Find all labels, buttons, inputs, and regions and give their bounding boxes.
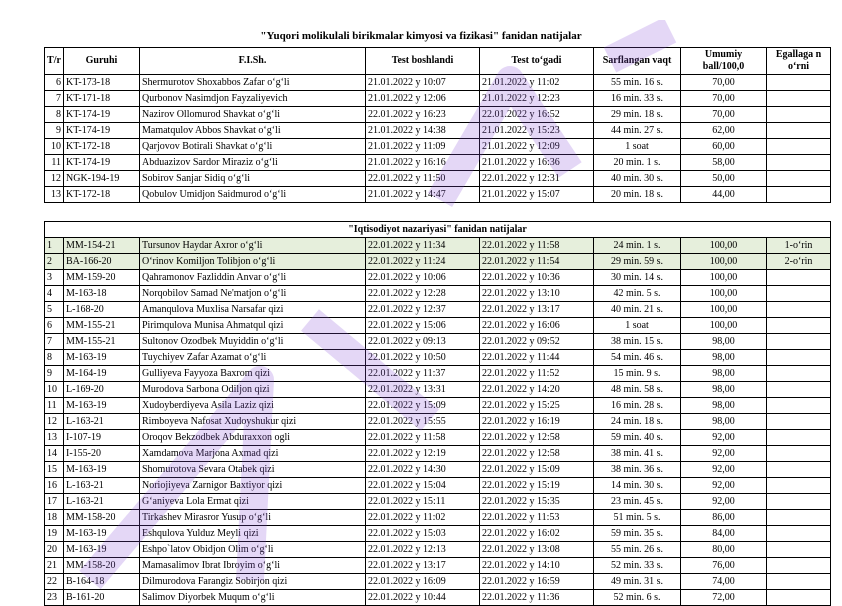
student-name-cell: Qobulov Umidjon Saidmurod o‘g‘li xyxy=(140,187,366,203)
student-name-cell: Eshpo`latov Obidjon Olim o‘g‘li xyxy=(140,542,366,558)
row-number-cell: 11 xyxy=(45,398,64,414)
test-end-cell: 22.01.2022 y 16:59 xyxy=(480,574,594,590)
time-spent-cell: 40 min. 30 s. xyxy=(594,171,681,187)
group-code-cell: KT-172-18 xyxy=(64,139,140,155)
total-score-cell: 92,00 xyxy=(681,430,767,446)
group-code-cell: M-163-19 xyxy=(64,398,140,414)
test-start-cell: 22.01.2022 y 15:03 xyxy=(366,526,480,542)
table-row xyxy=(45,75,831,91)
test-end-cell: 21.01.2022 y 15:23 xyxy=(480,123,594,139)
table-row xyxy=(45,478,831,494)
place-cell xyxy=(767,302,831,318)
table-row xyxy=(45,171,831,187)
student-name-cell: G‘aniyeva Lola Ermat qizi xyxy=(140,494,366,510)
test-start-cell: 21.01.2022 y 11:09 xyxy=(366,139,480,155)
place-cell xyxy=(767,414,831,430)
group-code-cell: MM-158-20 xyxy=(64,510,140,526)
header-cell: Test to‘gadi xyxy=(480,48,594,75)
total-score-cell: 80,00 xyxy=(681,542,767,558)
test-start-cell: 22.01.2022 y 11:58 xyxy=(366,430,480,446)
section-title-row xyxy=(45,222,831,238)
test-start-cell: 22.01.2022 y 15:55 xyxy=(366,414,480,430)
time-spent-cell: 38 min. 15 s. xyxy=(594,334,681,350)
test-start-cell: 22.01.2022 y 11:34 xyxy=(366,238,480,254)
place-cell xyxy=(767,123,831,139)
row-number-cell: 3 xyxy=(45,270,64,286)
place-cell xyxy=(767,139,831,155)
table-row xyxy=(45,382,831,398)
test-start-cell: 22.01.2022 y 15:09 xyxy=(366,398,480,414)
total-score-cell: 98,00 xyxy=(681,334,767,350)
student-name-cell: Xudoyberdiyeva Asila Laziz qizi xyxy=(140,398,366,414)
table-row xyxy=(45,430,831,446)
student-name-cell: Rimboyeva Nafosat Xudoyshukur qizi xyxy=(140,414,366,430)
place-cell xyxy=(767,350,831,366)
row-number-cell: 21 xyxy=(45,558,64,574)
time-spent-cell: 51 min. 5 s. xyxy=(594,510,681,526)
results-table-chemistry xyxy=(44,47,831,203)
total-score-cell: 100,00 xyxy=(681,286,767,302)
group-code-cell: MM-154-21 xyxy=(64,238,140,254)
place-cell xyxy=(767,318,831,334)
group-code-cell: KT-174-19 xyxy=(64,107,140,123)
header-cell: Egallaga n o‘rni xyxy=(767,48,831,75)
group-code-cell: B-161-20 xyxy=(64,590,140,606)
student-name-cell: Tuychiyev Zafar Azamat o‘g‘li xyxy=(140,350,366,366)
total-score-cell: 60,00 xyxy=(681,139,767,155)
group-code-cell: KT-172-18 xyxy=(64,187,140,203)
test-end-cell: 22.01.2022 y 13:10 xyxy=(480,286,594,302)
time-spent-cell: 15 min. 9 s. xyxy=(594,366,681,382)
test-end-cell: 22.01.2022 y 16:06 xyxy=(480,318,594,334)
group-code-cell: M-164-19 xyxy=(64,366,140,382)
total-score-cell: 50,00 xyxy=(681,171,767,187)
test-end-cell: 22.01.2022 y 11:58 xyxy=(480,238,594,254)
student-name-cell: Norqobilov Samad Ne'matjon o‘g‘li xyxy=(140,286,366,302)
total-score-cell: 98,00 xyxy=(681,350,767,366)
group-code-cell: KT-171-18 xyxy=(64,91,140,107)
row-number-cell: 14 xyxy=(45,446,64,462)
table-row xyxy=(45,414,831,430)
test-start-cell: 22.01.2022 y 11:50 xyxy=(366,171,480,187)
row-number-cell: 7 xyxy=(45,91,64,107)
row-number-cell: 2 xyxy=(45,254,64,270)
place-cell xyxy=(767,270,831,286)
place-cell xyxy=(767,542,831,558)
test-start-cell: 22.01.2022 y 15:11 xyxy=(366,494,480,510)
student-name-cell: Qahramonov Fazliddin Anvar o‘g‘li xyxy=(140,270,366,286)
total-score-cell: 74,00 xyxy=(681,574,767,590)
student-name-cell: Shermurotov Shoxabbos Zafar o‘g‘li xyxy=(140,75,366,91)
total-score-cell: 100,00 xyxy=(681,318,767,334)
time-spent-cell: 23 min. 45 s. xyxy=(594,494,681,510)
group-code-cell: KT-174-19 xyxy=(64,155,140,171)
total-score-cell: 72,00 xyxy=(681,590,767,606)
results-title-chemistry: "Yuqori molikulali birikmalar kimyosi va fizikasi" fanidan natijalar xyxy=(260,30,582,42)
student-name-cell: Pirimqulova Munisa Ahmatqul qizi xyxy=(140,318,366,334)
test-start-cell: 22.01.2022 y 13:17 xyxy=(366,558,480,574)
test-end-cell: 21.01.2022 y 12:23 xyxy=(480,91,594,107)
test-end-cell: 22.01.2022 y 15:35 xyxy=(480,494,594,510)
student-name-cell: Sobirov Sanjar Sidiq o‘g‘li xyxy=(140,171,366,187)
row-number-cell: 19 xyxy=(45,526,64,542)
header-cell: Test boshlandi xyxy=(366,48,480,75)
results-table-economics xyxy=(44,221,831,606)
row-number-cell: 10 xyxy=(45,139,64,155)
group-code-cell: M-163-19 xyxy=(64,462,140,478)
place-cell xyxy=(767,286,831,302)
table-row xyxy=(45,542,831,558)
table-row xyxy=(45,270,831,286)
test-start-cell: 22.01.2022 y 11:24 xyxy=(366,254,480,270)
group-code-cell: L-163-21 xyxy=(64,414,140,430)
test-end-cell: 21.01.2022 y 15:07 xyxy=(480,187,594,203)
time-spent-cell: 59 min. 35 s. xyxy=(594,526,681,542)
place-cell xyxy=(767,494,831,510)
total-score-cell: 92,00 xyxy=(681,478,767,494)
table-row xyxy=(45,494,831,510)
place-cell xyxy=(767,526,831,542)
test-end-cell: 22.01.2022 y 14:10 xyxy=(480,558,594,574)
time-spent-cell: 38 min. 36 s. xyxy=(594,462,681,478)
test-end-cell: 22.01.2022 y 11:44 xyxy=(480,350,594,366)
student-name-cell: Mamasalimov Ibrat Ibroyim o‘g‘li xyxy=(140,558,366,574)
row-number-cell: 23 xyxy=(45,590,64,606)
group-code-cell: L-163-21 xyxy=(64,478,140,494)
test-start-cell: 22.01.2022 y 12:37 xyxy=(366,302,480,318)
student-name-cell: Eshqulova Yulduz Meyli qizi xyxy=(140,526,366,542)
table-row xyxy=(45,590,831,606)
total-score-cell: 70,00 xyxy=(681,91,767,107)
test-start-cell: 22.01.2022 y 15:04 xyxy=(366,478,480,494)
student-name-cell: Tursunov Haydar Axror o‘g‘li xyxy=(140,238,366,254)
place-cell xyxy=(767,75,831,91)
table-row xyxy=(45,558,831,574)
time-spent-cell: 55 min. 26 s. xyxy=(594,542,681,558)
test-end-cell: 22.01.2022 y 16:19 xyxy=(480,414,594,430)
row-number-cell: 4 xyxy=(45,286,64,302)
test-end-cell: 22.01.2022 y 12:58 xyxy=(480,446,594,462)
test-end-cell: 22.01.2022 y 13:17 xyxy=(480,302,594,318)
test-start-cell: 21.01.2022 y 14:38 xyxy=(366,123,480,139)
test-start-cell: 21.01.2022 y 16:16 xyxy=(366,155,480,171)
place-cell xyxy=(767,366,831,382)
row-number-cell: 17 xyxy=(45,494,64,510)
test-end-cell: 22.01.2022 y 10:36 xyxy=(480,270,594,286)
row-number-cell: 11 xyxy=(45,155,64,171)
group-code-cell: KT-173-18 xyxy=(64,75,140,91)
test-start-cell: 22.01.2022 y 16:09 xyxy=(366,574,480,590)
test-end-cell: 22.01.2022 y 15:25 xyxy=(480,398,594,414)
test-end-cell: 22.01.2022 y 12:31 xyxy=(480,171,594,187)
time-spent-cell: 24 min. 1 s. xyxy=(594,238,681,254)
time-spent-cell: 29 min. 18 s. xyxy=(594,107,681,123)
group-code-cell: KT-174-19 xyxy=(64,123,140,139)
time-spent-cell: 29 min. 59 s. xyxy=(594,254,681,270)
group-code-cell: BA-166-20 xyxy=(64,254,140,270)
student-name-cell: Amanqulova Muxlisa Narsafar qizi xyxy=(140,302,366,318)
student-name-cell: Nazirov Ollomurod Shavkat o‘g‘li xyxy=(140,107,366,123)
total-score-cell: 98,00 xyxy=(681,414,767,430)
header-cell: Umumiy ball/100,0 xyxy=(681,48,767,75)
total-score-cell: 84,00 xyxy=(681,526,767,542)
header-cell: F.I.Sh. xyxy=(140,48,366,75)
student-name-cell: Noriojiyeva Zarnigor Baxtiyor qizi xyxy=(140,478,366,494)
time-spent-cell: 40 min. 21 s. xyxy=(594,302,681,318)
total-score-cell: 58,00 xyxy=(681,155,767,171)
table-row xyxy=(45,254,831,270)
place-cell xyxy=(767,462,831,478)
row-number-cell: 16 xyxy=(45,478,64,494)
row-number-cell: 8 xyxy=(45,107,64,123)
table-row xyxy=(45,238,831,254)
place-cell xyxy=(767,510,831,526)
student-name-cell: Mamatqulov Abbos Shavkat o‘g‘li xyxy=(140,123,366,139)
time-spent-cell: 49 min. 31 s. xyxy=(594,574,681,590)
total-score-cell: 62,00 xyxy=(681,123,767,139)
time-spent-cell: 24 min. 18 s. xyxy=(594,414,681,430)
test-end-cell: 21.01.2022 y 12:09 xyxy=(480,139,594,155)
header-cell: T/r xyxy=(45,48,64,75)
test-end-cell: 22.01.2022 y 11:52 xyxy=(480,366,594,382)
group-code-cell: MM-155-21 xyxy=(64,318,140,334)
time-spent-cell: 42 min. 5 s. xyxy=(594,286,681,302)
student-name-cell: Abduazizov Sardor Miraziz o‘g‘li xyxy=(140,155,366,171)
table-row xyxy=(45,107,831,123)
place-cell xyxy=(767,590,831,606)
table-row xyxy=(45,187,831,203)
place-cell xyxy=(767,155,831,171)
total-score-cell: 100,00 xyxy=(681,270,767,286)
table-row xyxy=(45,334,831,350)
test-end-cell: 22.01.2022 y 13:08 xyxy=(480,542,594,558)
time-spent-cell: 55 min. 16 s. xyxy=(594,75,681,91)
row-number-cell: 5 xyxy=(45,302,64,318)
time-spent-cell: 16 min. 28 s. xyxy=(594,398,681,414)
time-spent-cell: 48 min. 58 s. xyxy=(594,382,681,398)
group-code-cell: I-155-20 xyxy=(64,446,140,462)
group-code-cell: MM-158-20 xyxy=(64,558,140,574)
group-code-cell: I-107-19 xyxy=(64,430,140,446)
row-number-cell: 6 xyxy=(45,75,64,91)
time-spent-cell: 44 min. 27 s. xyxy=(594,123,681,139)
place-cell: 2-o‘rin xyxy=(767,254,831,270)
place-cell xyxy=(767,171,831,187)
table-row xyxy=(45,286,831,302)
test-end-cell: 21.01.2022 y 11:02 xyxy=(480,75,594,91)
place-cell xyxy=(767,574,831,590)
table-row xyxy=(45,526,831,542)
table-row xyxy=(45,366,831,382)
time-spent-cell: 30 min. 14 s. xyxy=(594,270,681,286)
total-score-cell: 92,00 xyxy=(681,494,767,510)
total-score-cell: 100,00 xyxy=(681,254,767,270)
test-start-cell: 22.01.2022 y 12:28 xyxy=(366,286,480,302)
student-name-cell: Dilmurodova Farangiz Sobirjon qizi xyxy=(140,574,366,590)
total-score-cell: 98,00 xyxy=(681,366,767,382)
test-start-cell: 21.01.2022 y 14:47 xyxy=(366,187,480,203)
place-cell xyxy=(767,334,831,350)
group-code-cell: MM-159-20 xyxy=(64,270,140,286)
table-row xyxy=(45,446,831,462)
table-row xyxy=(45,302,831,318)
time-spent-cell: 16 min. 33 s. xyxy=(594,91,681,107)
row-number-cell: 9 xyxy=(45,366,64,382)
time-spent-cell: 20 min. 18 s. xyxy=(594,187,681,203)
test-start-cell: 22.01.2022 y 14:30 xyxy=(366,462,480,478)
total-score-cell: 92,00 xyxy=(681,446,767,462)
time-spent-cell: 1 soat xyxy=(594,318,681,334)
test-end-cell: 22.01.2022 y 12:58 xyxy=(480,430,594,446)
test-start-cell: 22.01.2022 y 09:13 xyxy=(366,334,480,350)
row-number-cell: 12 xyxy=(45,171,64,187)
row-number-cell: 12 xyxy=(45,414,64,430)
student-name-cell: Xamdamova Marjona Axmad qizi xyxy=(140,446,366,462)
test-end-cell: 22.01.2022 y 15:19 xyxy=(480,478,594,494)
total-score-cell: 98,00 xyxy=(681,398,767,414)
row-number-cell: 7 xyxy=(45,334,64,350)
row-number-cell: 20 xyxy=(45,542,64,558)
group-code-cell: M-163-19 xyxy=(64,350,140,366)
group-code-cell: MM-155-21 xyxy=(64,334,140,350)
group-code-cell: L-168-20 xyxy=(64,302,140,318)
table-row xyxy=(45,139,831,155)
row-number-cell: 18 xyxy=(45,510,64,526)
row-number-cell: 10 xyxy=(45,382,64,398)
row-number-cell: 9 xyxy=(45,123,64,139)
student-name-cell: Gulliyeva Fayyoza Baxrom qizi xyxy=(140,366,366,382)
place-cell xyxy=(767,187,831,203)
test-start-cell: 22.01.2022 y 11:37 xyxy=(366,366,480,382)
test-start-cell: 21.01.2022 y 12:06 xyxy=(366,91,480,107)
student-name-cell: Qurbonov Nasimdjon Fayzaliyevich xyxy=(140,91,366,107)
time-spent-cell: 38 min. 41 s. xyxy=(594,446,681,462)
test-start-cell: 22.01.2022 y 10:44 xyxy=(366,590,480,606)
total-score-cell: 92,00 xyxy=(681,462,767,478)
row-number-cell: 1 xyxy=(45,238,64,254)
total-score-cell: 70,00 xyxy=(681,75,767,91)
test-start-cell: 22.01.2022 y 12:13 xyxy=(366,542,480,558)
place-cell xyxy=(767,478,831,494)
place-cell xyxy=(767,430,831,446)
student-name-cell: Murodova Sarbona Odiljon qizi xyxy=(140,382,366,398)
test-end-cell: 22.01.2022 y 11:53 xyxy=(480,510,594,526)
student-name-cell: O‘rinov Komiljon Tolibjon o‘g‘li xyxy=(140,254,366,270)
place-cell xyxy=(767,446,831,462)
test-end-cell: 22.01.2022 y 14:20 xyxy=(480,382,594,398)
row-number-cell: 13 xyxy=(45,187,64,203)
test-start-cell: 22.01.2022 y 11:02 xyxy=(366,510,480,526)
time-spent-cell: 1 soat xyxy=(594,139,681,155)
test-end-cell: 21.01.2022 y 16:36 xyxy=(480,155,594,171)
group-code-cell: L-163-21 xyxy=(64,494,140,510)
group-code-cell: M-163-19 xyxy=(64,526,140,542)
student-name-cell: Tirkashev Mirasror Yusup o‘g‘li xyxy=(140,510,366,526)
total-score-cell: 70,00 xyxy=(681,107,767,123)
time-spent-cell: 20 min. 1 s. xyxy=(594,155,681,171)
test-end-cell: 22.01.2022 y 16:02 xyxy=(480,526,594,542)
test-end-cell: 22.01.2022 y 09:52 xyxy=(480,334,594,350)
place-cell xyxy=(767,558,831,574)
student-name-cell: Shomurotova Sevara Otabek qizi xyxy=(140,462,366,478)
total-score-cell: 44,00 xyxy=(681,187,767,203)
place-cell: 1-o‘rin xyxy=(767,238,831,254)
test-end-cell: 22.01.2022 y 15:09 xyxy=(480,462,594,478)
table-row xyxy=(45,91,831,107)
total-score-cell: 100,00 xyxy=(681,302,767,318)
results-title-economics: "Iqtisodiyot nazariyasi" fanidan natijalar xyxy=(45,222,831,238)
student-name-cell: Salimov Diyorbek Muqum o‘g‘li xyxy=(140,590,366,606)
total-score-cell: 76,00 xyxy=(681,558,767,574)
student-name-cell: Qarjovov Botirali Shavkat o‘g‘li xyxy=(140,139,366,155)
table-header-row xyxy=(45,48,831,75)
table-row xyxy=(45,350,831,366)
time-spent-cell: 52 min. 33 s. xyxy=(594,558,681,574)
table-row xyxy=(45,123,831,139)
time-spent-cell: 54 min. 46 s. xyxy=(594,350,681,366)
group-code-cell: M-163-18 xyxy=(64,286,140,302)
test-end-cell: 22.01.2022 y 11:54 xyxy=(480,254,594,270)
group-code-cell: L-169-20 xyxy=(64,382,140,398)
test-start-cell: 22.01.2022 y 16:23 xyxy=(366,107,480,123)
row-number-cell: 15 xyxy=(45,462,64,478)
table-row xyxy=(45,398,831,414)
row-number-cell: 6 xyxy=(45,318,64,334)
test-end-cell: 22.01.2022 y 11:36 xyxy=(480,590,594,606)
student-name-cell: Oroqov Bekzodbek Abduraxxon ogli xyxy=(140,430,366,446)
student-name-cell: Sultonov Ozodbek Muyiddin o‘g‘li xyxy=(140,334,366,350)
table-row xyxy=(45,318,831,334)
place-cell xyxy=(767,382,831,398)
total-score-cell: 86,00 xyxy=(681,510,767,526)
time-spent-cell: 59 min. 40 s. xyxy=(594,430,681,446)
total-score-cell: 98,00 xyxy=(681,382,767,398)
test-start-cell: 22.01.2022 y 13:31 xyxy=(366,382,480,398)
row-number-cell: 8 xyxy=(45,350,64,366)
place-cell xyxy=(767,107,831,123)
table-row xyxy=(45,574,831,590)
table-row xyxy=(45,155,831,171)
test-start-cell: 22.01.2022 y 10:50 xyxy=(366,350,480,366)
test-start-cell: 22.01.2022 y 12:19 xyxy=(366,446,480,462)
test-start-cell: 21.01.2022 y 10:07 xyxy=(366,75,480,91)
group-code-cell: M-163-19 xyxy=(64,542,140,558)
header-cell: Guruhi xyxy=(64,48,140,75)
header-cell: Sarflangan vaqt xyxy=(594,48,681,75)
place-cell xyxy=(767,398,831,414)
test-start-cell: 22.01.2022 y 15:06 xyxy=(366,318,480,334)
test-start-cell: 22.01.2022 y 10:06 xyxy=(366,270,480,286)
place-cell xyxy=(767,91,831,107)
row-number-cell: 22 xyxy=(45,574,64,590)
time-spent-cell: 52 min. 6 s. xyxy=(594,590,681,606)
group-code-cell: NGK-194-19 xyxy=(64,171,140,187)
table-row xyxy=(45,510,831,526)
total-score-cell: 100,00 xyxy=(681,238,767,254)
test-end-cell: 22.01.2022 y 16:52 xyxy=(480,107,594,123)
time-spent-cell: 14 min. 30 s. xyxy=(594,478,681,494)
row-number-cell: 13 xyxy=(45,430,64,446)
table-row xyxy=(45,462,831,478)
group-code-cell: B-164-18 xyxy=(64,574,140,590)
